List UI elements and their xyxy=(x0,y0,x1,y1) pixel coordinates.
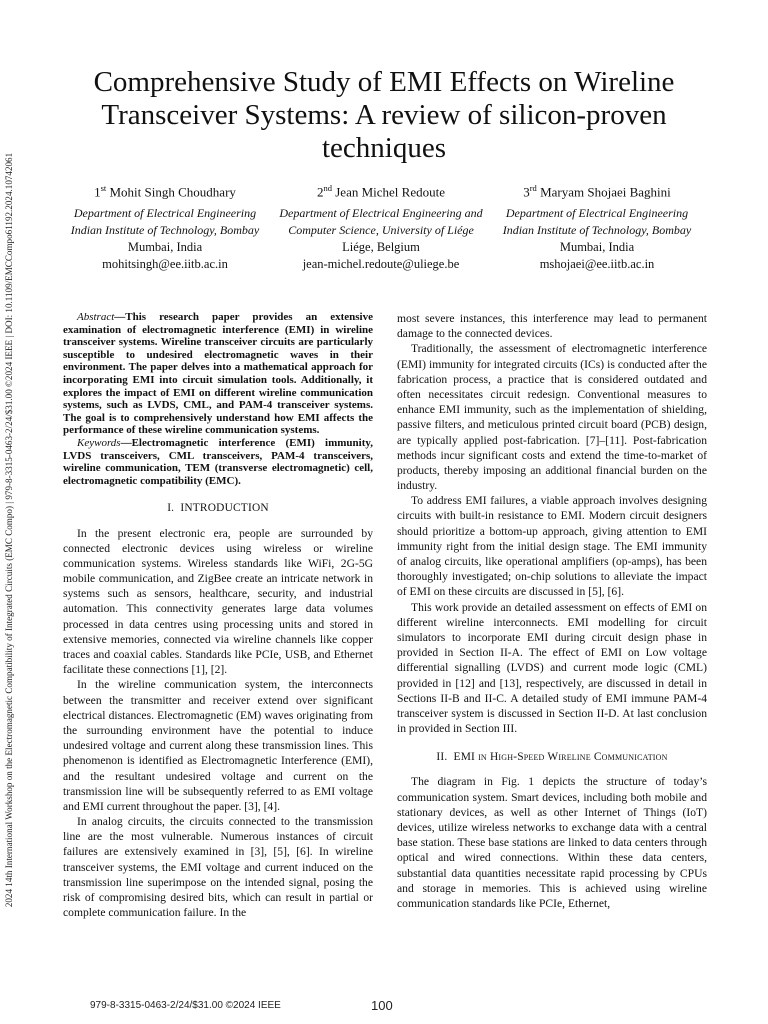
author-name: Mohit Singh Choudhary xyxy=(109,184,236,200)
keywords-text: —Electromagnetic interference (EMI) immunity, LVDS transceivers, CML transceivers, PAM-4 transceivers, wireline communication, TEM (transverse electromagnetic) cell, electromagnetic compatibility (EMC). xyxy=(63,436,373,487)
author-email: jean-michel.redoute@uliege.be xyxy=(302,257,460,272)
author-block-1 xyxy=(50,180,280,273)
body-paragraph: Traditionally, the assessment of electromagnetic interference (EMI) immunity for integrated circuits (ICs) is conducted after the fabrication process, a practice that is considered outdated and often necessitates circuit redesign. Conventional measures to enhance EMI immunity, such as the implementation of shielding, passive filters, and meticulous printed circuit board (PCB) design, are typically applied post-fabrication. [7]–[11]. Post-fabrication methods incur significant costs and extend the time-to-market of products, thereby imposing an additional financial burden on the industry. xyxy=(397,342,707,493)
author-department: Department of Electrical Engineering and xyxy=(279,206,483,221)
author-name-line: 3rd Maryam Shojaei Baghini xyxy=(523,183,671,200)
body-paragraph: This work provide an detailed assessment on effects of EMI on different wireline interconnects. EMI modelling for circuit simulators to incorporate EMI during circuit design phase in provided in Section II-A. The effect of EMI on Low voltage differential signalling (LVDS) and current mode logic (CML) provided in [12] and [13], respectively, are discussed in detail in Sections II-B and II-C. A detailed study of EMI immune PAM-4 transceiver system is discussed in Section II-D. At last conclusion in provided in Section III. xyxy=(397,600,707,736)
author-name: Jean Michel Redoute xyxy=(335,184,445,200)
author-email: mohitsingh@ee.iitb.ac.in xyxy=(102,257,228,272)
author-city: Mumbai, India xyxy=(127,240,203,255)
author-city: Liége, Belgium xyxy=(342,240,420,255)
author-block-3 xyxy=(482,180,712,273)
author-institution: Indian Institute of Technology, Bombay xyxy=(70,223,260,238)
body-paragraph-continued: most severe instances, this interference may lead to permanent damage to the connected devices. xyxy=(397,312,707,341)
section-heading-emi: II. EMI in High-Speed Wireline Communication xyxy=(436,751,668,764)
keywords xyxy=(63,437,373,487)
section-heading-introduction: I. INTRODUCTION xyxy=(167,502,269,515)
body-paragraph: In the wireline communication system, the interconnects between the transmitter and receiver extend over significant electrical distances. Electromagnetic (EM) waves originating from the surrounding environment have the potential to induce undesired voltage and current along these transmission lines. This phenomenon is identified as Electromagnetic Interference (EMI), and the resultant undesired voltage and current on the transmission line will be subsequently referred to as EMI voltage and EMI current throughout the paper. [3], [4]. xyxy=(63,678,373,813)
paper-title: Comprehensive Study of EMI Effects on Wireline Transceiver Systems: A review of silicon-proven techniques xyxy=(93,66,675,164)
abstract xyxy=(63,311,373,437)
body-paragraph: The diagram in Fig. 1 depicts the structure of today’s communication system. Smart devices, including both mobile and stationary devices, as well as other Internet of Things (IoT) devices, utilize wireless networks to exchange data with a central base station. These base stations are linked to data centers through optical and wired connections. Within these data centers, substantial data quantities necessitate rapid processing by CPUs and storage in memories. This is achieved using wireline communication standards like PCIe, Ethernet, xyxy=(397,775,707,910)
abstract-text: —This research paper provides an extensive examination of electromagnetic interference (EMI) in wireline transceiver systems. Wireline transceiver circuits are particularly susceptible to undesired electromagnetic waves in their environment. The paper delves into a mathematical approach for incorporating EMI into circuit simulation tools. Additionally, it explores the impact of EMI on different wireline communication systems, such as LVDS, CML, and PAM-4 transceiver systems. The goal is to comprehensively understand how EMI affects the performance of these wireline communication systems. xyxy=(63,311,373,437)
author-block-2 xyxy=(266,180,496,273)
body-paragraph: In the present electronic era, people are surrounded by connected electronic devices using wireless or wireline communication systems. Wireless standards like WiFi, 2G-5G mobile communication, and ZigBee create an intricate network in systems such as sensors, healthcare, security, and industrial automation. This connectivity generates large data volumes processed in data centres using processing units and stored in extensive memories, connected via wireline channels like copper traces and coaxial cables. Standards like PCIe, USB, and Ethernet facilitate these connections [1], [2]. xyxy=(63,526,373,677)
body-paragraph: In analog circuits, the circuits connected to the transmission line are the most vulnerable. Numerous instances of circuit failures are extensively examined in [3], [5], [6]. In wireline transceiver systems, the EMI voltage and current induced on the transmission line superimpose on the intended signal, posing the risk of compromising desired bits, which can result in partial or complete communication failure. In the xyxy=(63,815,373,920)
footer-copyright: 979-8-3315-0463-2/24/$31.00 ©2024 IEEE xyxy=(90,1000,281,1011)
abstract-label: Abstract xyxy=(77,311,115,323)
author-name: Maryam Shojaei Baghini xyxy=(540,184,671,200)
side-citation-text: 2024 14th International Workshop on the Electromagnetic Compatibility of Integrated Circuits (EMC Compo) | 979-8-3315-0463-2/24/$31.00 ©2024 IEEE | DOI: 10.1109/EMCCompo61192.2024.10742061 xyxy=(4,152,14,908)
author-email: mshojaei@ee.iitb.ac.in xyxy=(539,257,655,272)
keywords-label: Keywords xyxy=(77,436,121,449)
body-paragraph: To address EMI failures, a viable approach involves designing circuits with built-in resistance to EMI. Modern circuit designers should prioritize a bottom-up approach, giving attention to EMI immunity right from the initial design stage. The EMI immunity of analog circuits, like operational amplifiers (op-amps), has been thoroughly investigated; on-chip solutions to alleviate the impact of EMI on these circuits are discussed in [5], [6]. xyxy=(397,494,707,599)
left-column xyxy=(63,311,373,920)
author-institution: Indian Institute of Technology, Bombay xyxy=(502,223,692,238)
author-name-line: 2nd Jean Michel Redoute xyxy=(317,183,445,200)
page-number: 100 xyxy=(371,998,393,1013)
author-institution: Computer Science, University of Liége xyxy=(288,223,474,238)
author-department: Department of Electrical Engineering xyxy=(505,206,689,221)
side-citation-strip xyxy=(1,80,17,980)
author-city: Mumbai, India xyxy=(559,240,635,255)
right-column xyxy=(397,311,707,911)
author-name-line: 1st Mohit Singh Choudhary xyxy=(94,183,236,200)
author-department: Department of Electrical Engineering xyxy=(73,206,257,221)
